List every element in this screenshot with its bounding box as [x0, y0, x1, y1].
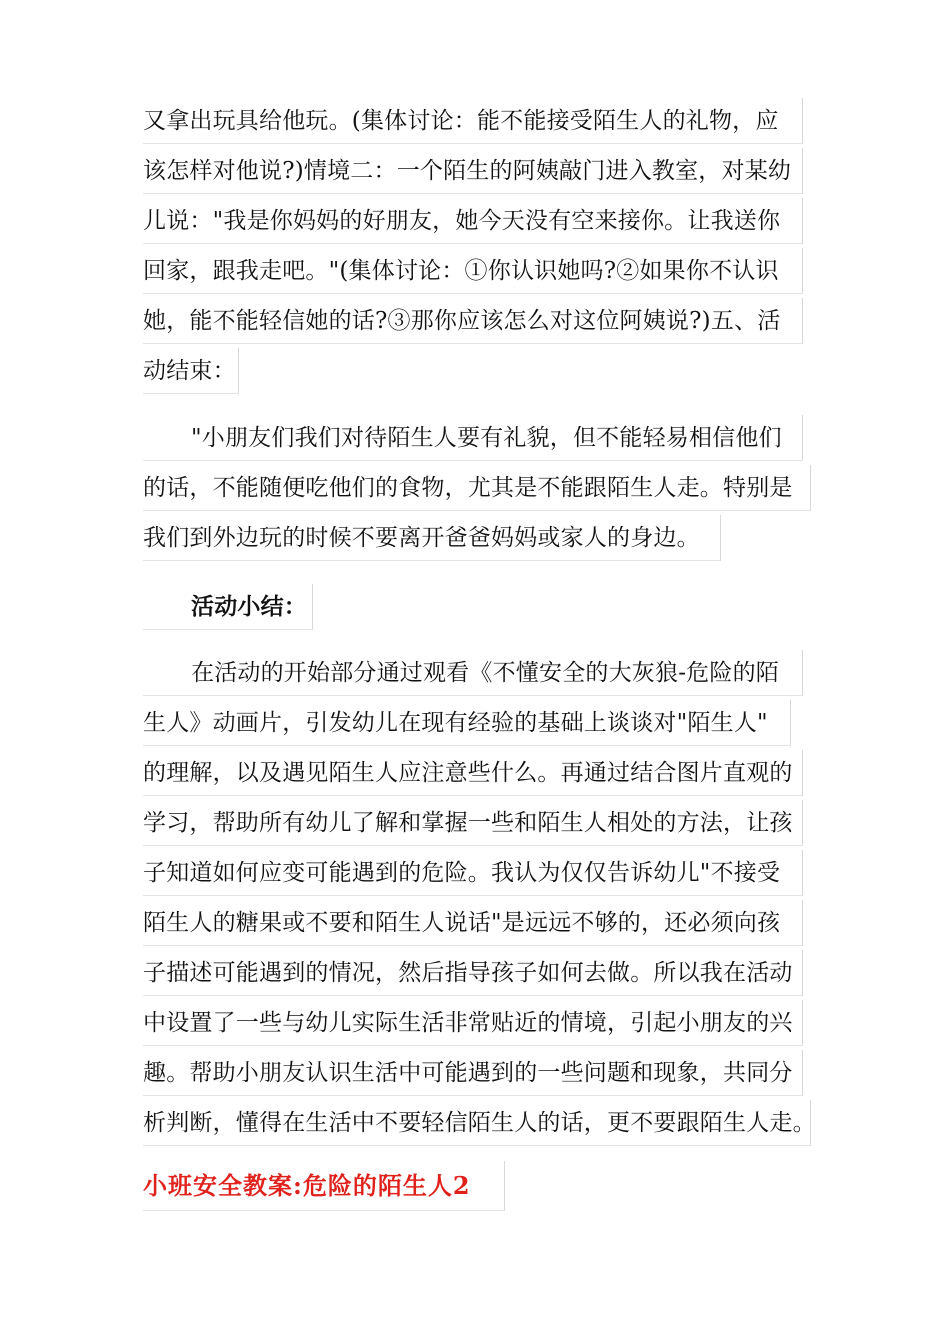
- paragraph-line: "小朋友们我们对待陌生人要有礼貌，但不能轻易相信他们: [143, 415, 803, 461]
- section-title: 小班安全教案:危险的陌生人2: [143, 1161, 505, 1211]
- paragraph-line: 析判断，懂得在生活中不要轻信陌生人的话，更不要跟陌生人走。: [143, 1100, 811, 1146]
- paragraph-line: 的话，不能随便吃他们的食物，尤其是不能跟陌生人走。特别是: [143, 465, 811, 511]
- paragraph-line: 该怎样对他说?)情境二：一个陌生的阿姨敲门进入教室，对某幼: [143, 148, 803, 194]
- paragraph-line: 学习，帮助所有幼儿了解和掌握一些和陌生人相处的方法，让孩: [143, 800, 803, 846]
- paragraph-line: 子知道如何应变可能遇到的危险。我认为仅仅告诉幼儿"不接受: [143, 850, 803, 896]
- paragraph-line: 儿说："我是你妈妈的好朋友，她今天没有空来接你。让我送你: [143, 198, 803, 244]
- paragraph-line: 陌生人的糖果或不要和陌生人说话"是远远不够的，还必须向孩: [143, 900, 803, 946]
- paragraph-line: 在活动的开始部分通过观看《不懂安全的大灰狼-危险的陌: [143, 650, 803, 696]
- paragraph-line: 她，能不能轻信她的话?③那你应该怎么对这位阿姨说?)五、活: [143, 298, 803, 344]
- paragraph-line: 又拿出玩具给他玩。(集体讨论：能不能接受陌生人的礼物，应: [143, 98, 803, 144]
- paragraph-line: 生人》动画片，引发幼儿在现有经验的基础上谈谈对"陌生人": [143, 700, 791, 746]
- paragraph-line: 我们到外边玩的时候不要离开爸爸妈妈或家人的身边。: [143, 515, 721, 561]
- summary-heading: 活动小结：: [143, 584, 313, 630]
- paragraph-line: 动结束：: [143, 348, 239, 394]
- paragraph-line: 的理解，以及遇见陌生人应注意些什么。再通过结合图片直观的: [143, 750, 803, 796]
- paragraph-line: 回家，跟我走吧。"(集体讨论：①你认识她吗?②如果你不认识: [143, 248, 803, 294]
- paragraph-line: 中设置了一些与幼儿实际生活非常贴近的情境，引起小朋友的兴: [143, 1000, 803, 1046]
- paragraph-line: 趣。帮助小朋友认识生活中可能遇到的一些问题和现象，共同分: [143, 1050, 803, 1096]
- paragraph-line: 子描述可能遇到的情况，然后指导孩子如何去做。所以我在活动: [143, 950, 803, 996]
